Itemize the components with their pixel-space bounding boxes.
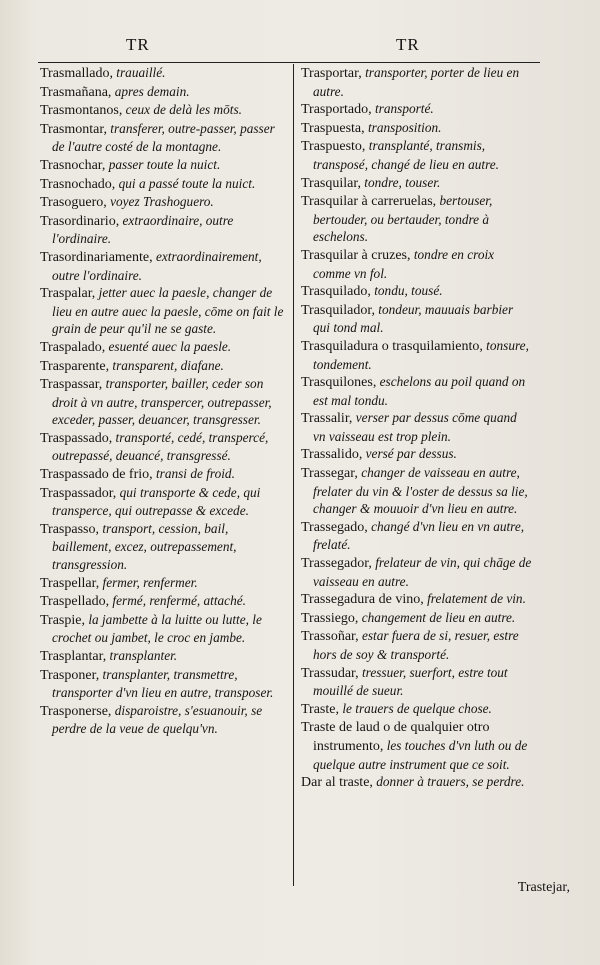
entry-headword: Trasoguero, bbox=[40, 195, 107, 211]
entry-headword: Trasnochar, bbox=[40, 157, 106, 173]
entry-definition: passer toute la nuict. bbox=[105, 156, 221, 172]
entry-definition: transparent, diafane. bbox=[109, 357, 224, 373]
entry-definition: frelateur de vin, qui chāge de vaisseau en autre. bbox=[313, 555, 532, 589]
entry-headword: Trasquilones, bbox=[301, 375, 377, 391]
entry-definition: verser par dessus cōme quand vn vaisseau est trop plein. bbox=[313, 410, 517, 444]
entry-definition: jetter auec la paesle, changer de lieu en autre auec la paesle, cōme on fait le grain de peur qu'il ne se gaste. bbox=[52, 285, 284, 337]
entry-definition: fermer, renfermer. bbox=[99, 574, 198, 590]
entry-definition: donner à trauers, se perdre. bbox=[372, 774, 525, 790]
entry-definition: transferer, outre-passer, passer de l'autre costé de la montagne. bbox=[52, 120, 275, 155]
entry-definition: transporté, cedé, transpercé, outrepassé, deuancé, transgressé. bbox=[52, 429, 269, 464]
entry-definition: transporté. bbox=[371, 101, 434, 117]
entry-headword: Traspassador, bbox=[40, 485, 117, 501]
entry-definition: extraordinairement, outre l'ordinaire. bbox=[52, 248, 262, 283]
entry-definition: esuenté auec la paesle. bbox=[105, 338, 232, 354]
entry-definition: qui transporte & cede, qui transperce, qui outrepasse & excede. bbox=[52, 484, 261, 519]
dictionary-entry bbox=[40, 611, 286, 647]
dictionary-entry bbox=[40, 574, 286, 593]
entry-headword: Trasnochado, bbox=[40, 176, 116, 192]
header-left: TR bbox=[126, 35, 150, 54]
dictionary-entry bbox=[301, 282, 532, 301]
header-rule bbox=[38, 62, 540, 63]
entry-headword: Trasplantar, bbox=[40, 649, 107, 664]
dictionary-entry bbox=[40, 465, 286, 484]
entry-definition: tondre, touser. bbox=[360, 174, 441, 190]
dictionary-entry bbox=[40, 120, 286, 156]
entry-definition: trauaillé. bbox=[112, 65, 166, 80]
dictionary-entry bbox=[40, 64, 286, 83]
entry-definition: transplanter, transmettre, transporter d'vn lieu en autre, transposer. bbox=[52, 666, 274, 701]
dictionary-entry bbox=[40, 248, 286, 284]
dictionary-entry bbox=[301, 773, 532, 792]
dictionary-entry bbox=[301, 464, 532, 518]
right-column bbox=[301, 64, 532, 792]
entry-definition: tonsure, tondement. bbox=[313, 337, 529, 372]
dictionary-entry bbox=[301, 64, 532, 100]
entry-headword: Trasportar, bbox=[301, 66, 362, 81]
entry-headword: Trasordinario, bbox=[40, 213, 120, 229]
entry-definition: transposition. bbox=[364, 119, 442, 135]
entry-headword: Trassalido, bbox=[301, 447, 363, 463]
entry-headword: Traspuesta, bbox=[301, 120, 365, 136]
entry-definition: frelatement de vin. bbox=[423, 591, 526, 607]
entry-headword: Trasparente, bbox=[40, 358, 110, 374]
column-divider bbox=[293, 64, 294, 886]
dictionary-entry bbox=[301, 337, 532, 373]
entry-definition: transplanté, transmis, transposé, changé de lieu en autre. bbox=[313, 138, 499, 172]
entry-headword: Trassegado, bbox=[301, 519, 368, 535]
entry-headword: Traspassar, bbox=[40, 377, 103, 393]
dictionary-entry bbox=[40, 520, 286, 574]
dictionary-entry bbox=[301, 246, 532, 282]
entry-definition: le trauers de quelque chose. bbox=[339, 700, 492, 716]
entry-definition: fermé, renfermé, attaché. bbox=[109, 593, 246, 609]
entry-definition: transporter, bailler, ceder son droit à vn autre, transpercer, outrepasser, exceder, passer, deuancer, transgresser. bbox=[52, 376, 272, 428]
entry-headword: Trassalir, bbox=[301, 411, 353, 427]
entry-definition: voyez Trashoguero. bbox=[106, 194, 214, 210]
entry-headword: Traspalado, bbox=[40, 339, 106, 355]
dictionary-entry bbox=[40, 338, 286, 357]
entry-definition: la jambette à la luitte ou lutte, le crochet ou jambet, le croc en jambe. bbox=[52, 611, 262, 646]
dictionary-entry bbox=[301, 590, 532, 609]
dictionary-entry bbox=[301, 137, 532, 173]
entry-definition: qui a passé toute la nuict. bbox=[115, 175, 256, 191]
entry-headword: Trasmallado, bbox=[40, 66, 113, 81]
entry-headword: Trasponer, bbox=[40, 667, 100, 683]
entry-headword: Trasmontar, bbox=[40, 121, 107, 137]
dictionary-entry bbox=[301, 100, 532, 119]
entry-headword: Trasquiladura o trasquilamiento, bbox=[301, 338, 483, 354]
entry-definition: changement de lieu en autre. bbox=[358, 609, 516, 625]
dictionary-entry bbox=[40, 647, 286, 666]
dictionary-entry bbox=[301, 409, 532, 445]
entry-definition: transplanter. bbox=[106, 648, 178, 663]
entry-headword: Dar al traste, bbox=[301, 775, 373, 791]
entry-definition: extraordinaire, outre l'ordinaire. bbox=[52, 212, 234, 247]
entry-definition: tressuer, suerfort, estre tout mouillé de sueur. bbox=[313, 664, 508, 699]
dictionary-entry bbox=[301, 174, 532, 193]
dictionary-entry bbox=[301, 700, 532, 719]
catchword: Trastejar, bbox=[517, 880, 570, 895]
running-header bbox=[38, 35, 572, 59]
entry-headword: Trassudar, bbox=[301, 665, 359, 681]
entry-headword: Trassegador, bbox=[301, 556, 372, 572]
entry-headword: Traspassado, bbox=[40, 430, 113, 446]
dictionary-entry bbox=[40, 592, 286, 611]
dictionary-entry bbox=[301, 445, 532, 464]
dictionary-entry bbox=[301, 119, 532, 138]
entry-headword: Trasquilar à carreruelas, bbox=[301, 194, 437, 210]
dictionary-entry bbox=[40, 429, 286, 465]
entry-definition: tondeur, mauuais barbier qui tond mal. bbox=[313, 301, 514, 336]
dictionary-entry bbox=[40, 83, 286, 102]
entry-definition: transporter, porter de lieu en autre. bbox=[313, 65, 520, 99]
entry-headword: Trassoñar, bbox=[301, 629, 359, 645]
entry-definition: disparoistre, s'esuanouir, se perdre de la veue de quelqu'vn. bbox=[52, 702, 263, 737]
dictionary-entry bbox=[40, 702, 286, 738]
entry-headword: Traspie, bbox=[40, 612, 85, 628]
entry-headword: Traspalar, bbox=[40, 286, 96, 302]
header-right: TR bbox=[396, 35, 420, 54]
dictionary-entry bbox=[40, 484, 286, 520]
dictionary-entry bbox=[301, 192, 532, 246]
entry-headword: Traste, bbox=[301, 701, 339, 717]
entry-headword: Trasquilar, bbox=[301, 175, 361, 191]
dictionary-entry bbox=[40, 375, 286, 429]
entry-definition: transport, cession, bail, baillement, excez, outrepassement, transgression. bbox=[52, 520, 237, 573]
dictionary-entry bbox=[40, 357, 286, 376]
entry-headword: Trasquilar à cruzes, bbox=[301, 247, 411, 263]
entry-definition: versé par dessus. bbox=[362, 446, 457, 462]
dictionary-entry bbox=[40, 101, 286, 120]
entry-headword: Traspasso, bbox=[40, 521, 99, 537]
dictionary-entry bbox=[40, 284, 286, 338]
entry-headword: Trasordinariamente, bbox=[40, 249, 153, 265]
entry-headword: Trasmañana, bbox=[40, 84, 112, 100]
entry-headword: Trassegadura de vino, bbox=[301, 592, 424, 608]
entry-headword: Trassegar, bbox=[301, 466, 358, 482]
dictionary-entry bbox=[40, 193, 286, 212]
dictionary-entry bbox=[40, 156, 286, 175]
entry-definition: eschelons au poil quand on est mal tondu. bbox=[313, 374, 526, 408]
entry-definition: changer de vaisseau en autre, frelater du vin & l'oster de dessus sa lie, changer & mouuoir d'vn lieu en autre. bbox=[313, 465, 528, 517]
dictionary-entry bbox=[301, 627, 532, 663]
entry-headword: Traspellado, bbox=[40, 594, 110, 610]
entry-definition: tondre en croix comme vn fol. bbox=[313, 246, 495, 281]
entry-headword: Trasportado, bbox=[301, 102, 372, 118]
dictionary-entry bbox=[40, 212, 286, 248]
entry-headword: Trasquilado, bbox=[301, 284, 371, 300]
entry-definition: tondu, tousé. bbox=[370, 283, 443, 299]
entry-headword: Trasquilador, bbox=[301, 302, 375, 318]
dictionary-entry bbox=[301, 554, 532, 590]
entry-definition: bertouser, bertouder, ou bertauder, tondre à eschelons. bbox=[313, 193, 493, 245]
entry-headword: Traspuesto, bbox=[301, 139, 366, 155]
entry-headword: Trasmontanos, bbox=[40, 103, 123, 119]
entry-definition: apres demain. bbox=[111, 83, 190, 99]
entry-headword: Traspellar, bbox=[40, 575, 100, 591]
left-column bbox=[40, 64, 286, 738]
dictionary-entry bbox=[40, 666, 286, 702]
entry-headword: Traste de laud o de qualquier otro instrumento, bbox=[301, 720, 490, 754]
entry-headword: Trassiego, bbox=[301, 610, 359, 626]
dictionary-entry bbox=[40, 175, 286, 194]
entry-definition: estar fuera de si, resuer, estre hors de soy & transporté. bbox=[313, 628, 519, 662]
dictionary-entry bbox=[301, 609, 532, 628]
entry-headword: Traspassado de frio, bbox=[40, 467, 153, 483]
dictionary-entry bbox=[301, 373, 532, 409]
entry-definition: les touches d'vn luth ou de quelque autre instrument que ce soit. bbox=[313, 737, 528, 772]
dictionary-entry bbox=[301, 301, 532, 337]
entry-definition: changé d'vn lieu en vn autre, frelaté. bbox=[313, 518, 525, 553]
dictionary-entry bbox=[301, 518, 532, 554]
dictionary-entry bbox=[301, 664, 532, 700]
entry-definition: ceux de delà les mōts. bbox=[122, 102, 242, 118]
entry-definition: transi de froid. bbox=[152, 466, 235, 482]
dictionary-entry bbox=[301, 718, 532, 773]
entry-headword: Trasponerse, bbox=[40, 703, 112, 719]
